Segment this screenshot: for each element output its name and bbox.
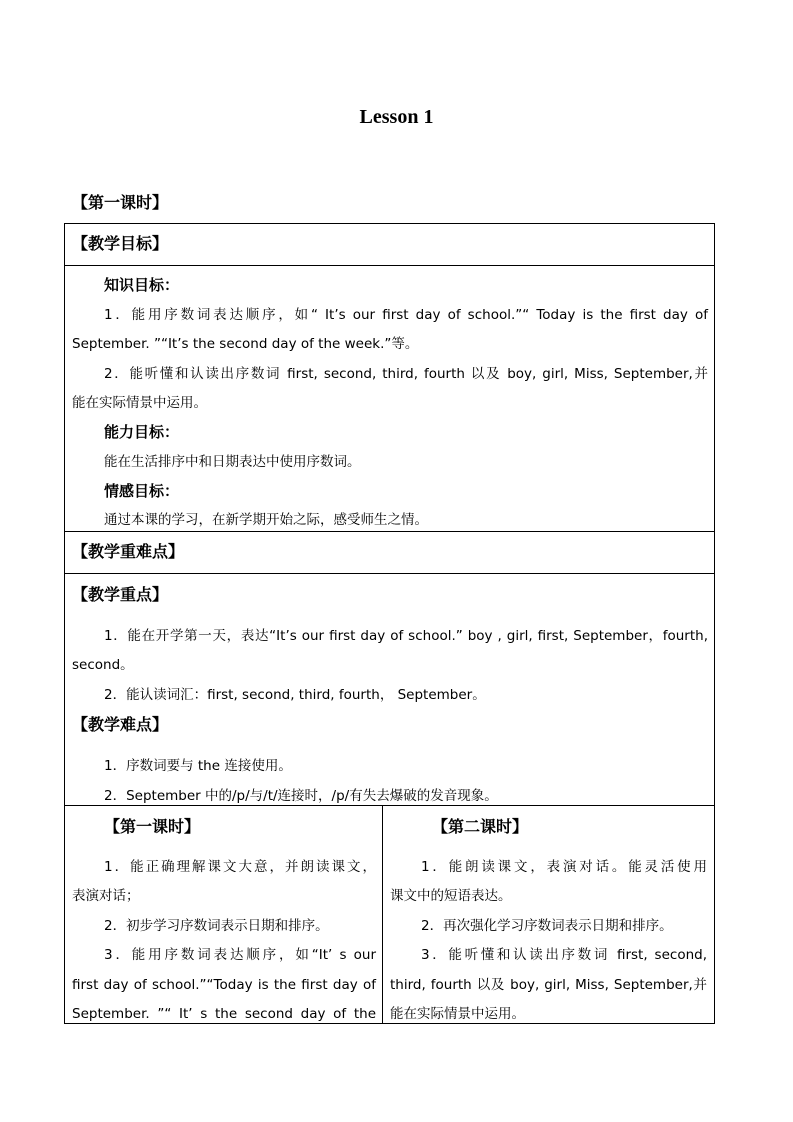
key-points-header: 【教学重难点】 <box>72 542 185 561</box>
knowledge-item-2-line-2: 能在实际情景中运用。 <box>72 395 207 411</box>
second-period-item-3-line-1: 3．能听懂和认读出序数词 first, second, <box>421 947 707 963</box>
knowledge-item-1-line-1: 1．能用序数词表达顺序，如“ It’s our first day of school.”“ Today is the first day of <box>104 307 708 323</box>
difficulty-item-2: 2．September 中的/p/与/t/连接时，/p/有失去爆破的发音现象。 <box>104 788 498 804</box>
focus-item-1-line-1: 1．能在开学第一天，表达“It’s our first day of school.” boy , girl, first, September，fourth, <box>104 628 708 644</box>
knowledge-item-1-line-2: September. ”“It’s the second day of the week.”等。 <box>72 336 419 352</box>
table-divider <box>64 265 715 266</box>
focus-item-1-line-2: second。 <box>72 657 134 673</box>
first-period-item-2: 2．初步学习序数词表示日期和排序。 <box>104 918 329 934</box>
focus-item-2: 2．能认读词汇：first, second, third, fourth， September。 <box>104 687 486 703</box>
second-period-item-3-line-2: third, fourth 以及 boy, girl, Miss, September,并 <box>390 977 707 993</box>
knowledge-heading: 知识目标： <box>104 276 180 294</box>
first-period-header: 【第一课时】 <box>104 817 201 836</box>
table-divider <box>64 531 715 532</box>
column-divider <box>382 805 383 1024</box>
second-period-item-2: 2．再次强化学习序数词表示日期和排序。 <box>421 918 673 934</box>
focus-heading: 【教学重点】 <box>72 585 169 604</box>
page-title: Lesson 1 <box>359 106 434 128</box>
first-period-item-3-line-2: first day of school.”“Today is the first day of <box>72 977 376 993</box>
difficulty-item-1: 1．序数词要与 the 连接使用。 <box>104 758 292 774</box>
emotion-heading: 情感目标： <box>104 482 180 500</box>
second-period-header: 【第二课时】 <box>432 817 529 836</box>
lesson-label: 【第一课时】 <box>72 193 169 212</box>
ability-text: 能在生活排序中和日期表达中使用序数词。 <box>104 454 361 470</box>
knowledge-item-2-line-1: 2．能听懂和认读出序数词 first, second, third, fourth 以及 boy, girl, Miss, September,并 <box>104 366 708 382</box>
emotion-text: 通过本课的学习，在新学期开始之际，感受师生之情。 <box>104 512 428 528</box>
objectives-header: 【教学目标】 <box>72 234 169 253</box>
difficulty-heading: 【教学难点】 <box>72 715 169 734</box>
second-period-item-1-line-1: 1．能朗读课文，表演对话。能灵活使用 <box>421 859 707 875</box>
second-period-item-1-line-2: 课文中的短语表达。 <box>390 888 512 904</box>
table-divider <box>64 805 715 806</box>
second-period-item-3-line-3: 能在实际情景中运用。 <box>390 1006 525 1022</box>
table-divider <box>64 573 715 574</box>
first-period-item-3-line-3: September. ”“ It’ s the second day of the <box>72 1006 376 1022</box>
ability-heading: 能力目标： <box>104 423 180 441</box>
first-period-item-1-line-1: 1．能正确理解课文大意，并朗读课文， <box>104 859 376 875</box>
first-period-item-1-line-2: 表演对话； <box>72 888 140 904</box>
first-period-item-3-line-1: 3．能用序数词表达顺序，如“It’ s our <box>104 947 376 963</box>
